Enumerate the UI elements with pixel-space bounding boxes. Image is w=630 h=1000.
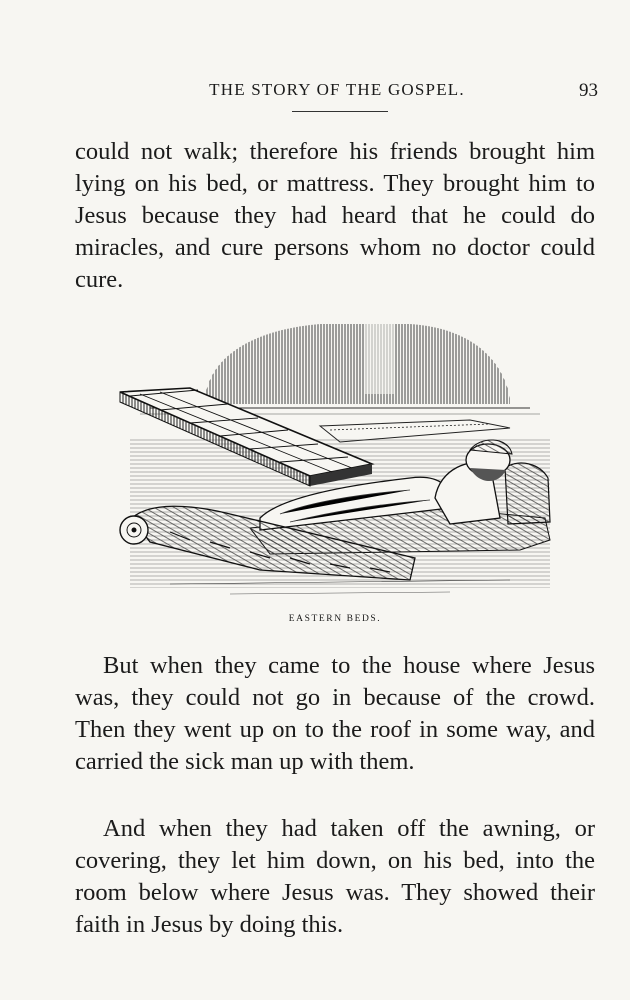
page-number: 93	[579, 80, 598, 101]
paragraph-3: And when they had taken off the awning, or covering, they let him down, on his bed, into the room below where Jesus was. They showed their faith in Jesus by doing this.	[75, 815, 595, 938]
running-title: THE STORY OF THE GOSPEL.	[209, 80, 465, 99]
eastern-beds-illustration	[110, 318, 560, 608]
paragraph-1: could not walk; therefore his friends brought him lying on his bed, or mattress. They brought him to Jesus because they had heard that he could do miracles, and cure persons whom no doctor could cure.	[75, 138, 595, 293]
paragraph-2: But when they came to the house where Jesus was, they could not go in because of the crowd. Then they went up on to the roof in some way, and carried the sick man up with them.	[75, 652, 595, 775]
header-rule	[292, 111, 388, 112]
figure-caption: EASTERN BEDS.	[288, 614, 382, 624]
